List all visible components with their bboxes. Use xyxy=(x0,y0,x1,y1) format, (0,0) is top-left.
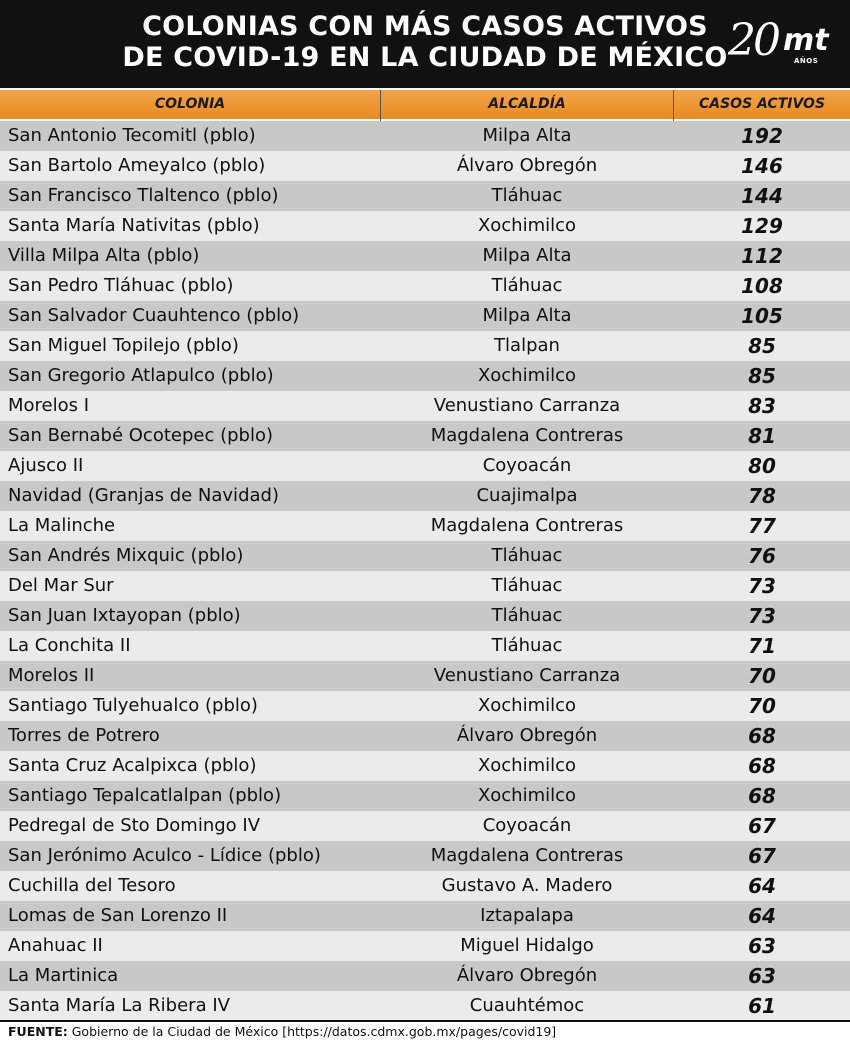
casos-cell: 67 xyxy=(748,814,776,838)
alcaldia-cell: Xochimilco xyxy=(477,215,577,236)
column-header-alcaldia: ALCALDÍA xyxy=(488,96,566,112)
colonia-cell: San Salvador Cuauhtenco (pblo) xyxy=(8,305,300,326)
casos-cell: 83 xyxy=(748,394,776,418)
casos-cell: 63 xyxy=(748,934,776,958)
colonia-cell: Santa Cruz Acalpixca (pblo) xyxy=(8,755,257,776)
casos-cell: 61 xyxy=(748,994,776,1018)
alcaldia-cell: Cuauhtémoc xyxy=(469,995,585,1016)
alcaldia-cell: Tláhuac xyxy=(491,545,563,566)
table-row xyxy=(0,481,850,511)
table-row xyxy=(0,751,850,781)
casos-cell: 63 xyxy=(748,964,776,988)
table-row xyxy=(0,781,850,811)
alcaldia-cell: Iztapalapa xyxy=(480,905,574,926)
title-line-1: COLONIAS CON MÁS CASOS ACTIVOS xyxy=(142,11,708,42)
casos-cell: 78 xyxy=(748,484,776,508)
casos-cell: 146 xyxy=(741,154,783,178)
table-row xyxy=(0,121,850,151)
colonia-cell: San Juan Ixtayopan (pblo) xyxy=(8,605,241,626)
source-footer xyxy=(8,1024,556,1040)
casos-cell: 77 xyxy=(748,514,776,538)
alcaldia-cell: Álvaro Obregón xyxy=(456,725,598,746)
casos-cell: 73 xyxy=(748,604,776,628)
colonia-cell: San Gregorio Atlapulco (pblo) xyxy=(8,365,274,386)
colonia-cell: Santa María Nativitas (pblo) xyxy=(8,215,260,236)
casos-cell: 64 xyxy=(748,904,776,928)
table-row xyxy=(0,961,850,991)
table-row xyxy=(0,811,850,841)
logo-subtitle: AÑOS xyxy=(794,57,819,65)
table-row xyxy=(0,301,850,331)
chart-title xyxy=(0,11,850,73)
alcaldia-cell: Magdalena Contreras xyxy=(430,515,624,536)
casos-cell: 85 xyxy=(748,334,776,358)
footer-divider xyxy=(0,1020,850,1022)
casos-cell: 105 xyxy=(741,304,783,328)
table-row xyxy=(0,901,850,931)
logo-brand: mt xyxy=(783,23,829,58)
table-row xyxy=(0,931,850,961)
alcaldia-cell: Xochimilco xyxy=(477,695,577,716)
table-row xyxy=(0,421,850,451)
casos-cell: 70 xyxy=(748,694,776,718)
alcaldia-cell: Xochimilco xyxy=(477,365,577,386)
casos-cell: 71 xyxy=(748,634,776,658)
casos-cell: 68 xyxy=(748,754,776,778)
colonia-cell: Morelos II xyxy=(8,665,95,686)
colonia-cell: San Bartolo Ameyalco (pblo) xyxy=(8,155,266,176)
table-body xyxy=(0,121,850,1021)
colonia-cell: Villa Milpa Alta (pblo) xyxy=(8,245,200,266)
column-header-casos: CASOS ACTIVOS xyxy=(698,96,826,112)
colonia-cell: La Conchita II xyxy=(8,635,131,656)
colonia-cell: Torres de Potrero xyxy=(8,725,160,746)
table-row xyxy=(0,511,850,541)
table-row xyxy=(0,211,850,241)
casos-cell: 112 xyxy=(741,244,783,268)
colonia-cell: Cuchilla del Tesoro xyxy=(8,875,176,896)
table-row xyxy=(0,571,850,601)
table-row xyxy=(0,691,850,721)
casos-cell: 64 xyxy=(748,874,776,898)
colonia-cell: La Martinica xyxy=(8,965,119,986)
colonia-cell: Santiago Tepalcatlalpan (pblo) xyxy=(8,785,282,806)
colonia-cell: Santiago Tulyehualco (pblo) xyxy=(8,695,258,716)
table-row xyxy=(0,391,850,421)
casos-cell: 144 xyxy=(741,184,783,208)
table-row xyxy=(0,181,850,211)
alcaldia-cell: Tláhuac xyxy=(491,635,563,656)
casos-cell: 67 xyxy=(748,844,776,868)
title-line-2: DE COVID-19 EN LA CIUDAD DE MÉXICO xyxy=(122,42,728,73)
alcaldia-cell: Álvaro Obregón xyxy=(456,965,598,986)
alcaldia-cell: Tláhuac xyxy=(491,605,563,626)
colonia-cell: Navidad (Granjas de Navidad) xyxy=(8,485,279,506)
table-row xyxy=(0,151,850,181)
table-header xyxy=(0,90,850,119)
alcaldia-cell: Milpa Alta xyxy=(482,305,572,326)
alcaldia-cell: Coyoacán xyxy=(482,455,572,476)
alcaldia-cell: Milpa Alta xyxy=(482,245,572,266)
table-row xyxy=(0,721,850,751)
brand-logo xyxy=(728,16,828,72)
logo-number: 20 xyxy=(728,15,778,66)
colonia-cell: San Francisco Tlaltenco (pblo) xyxy=(8,185,279,206)
table-row xyxy=(0,661,850,691)
colonia-cell: San Miguel Topilejo (pblo) xyxy=(8,335,239,356)
alcaldia-cell: Tlalpan xyxy=(494,335,560,356)
casos-cell: 80 xyxy=(748,454,776,478)
colonia-cell: Del Mar Sur xyxy=(8,575,114,596)
casos-cell: 73 xyxy=(748,574,776,598)
alcaldia-cell: Milpa Alta xyxy=(482,125,572,146)
casos-cell: 108 xyxy=(741,274,783,298)
colonia-cell: Pedregal de Sto Domingo IV xyxy=(8,815,261,836)
colonia-cell: Anahuac II xyxy=(8,935,103,956)
table-row xyxy=(0,871,850,901)
colonia-cell: San Pedro Tláhuac (pblo) xyxy=(8,275,234,296)
alcaldia-cell: Miguel Hidalgo xyxy=(460,935,594,956)
colonia-cell: San Andrés Mixquic (pblo) xyxy=(8,545,244,566)
alcaldia-cell: Cuajimalpa xyxy=(476,485,578,506)
alcaldia-cell: Magdalena Contreras xyxy=(430,845,624,866)
table-row xyxy=(0,331,850,361)
table-row xyxy=(0,991,850,1021)
header-bar xyxy=(0,0,850,88)
casos-cell: 81 xyxy=(748,424,776,448)
casos-cell: 68 xyxy=(748,724,776,748)
colonia-cell: Santa María La Ribera IV xyxy=(8,995,230,1016)
alcaldia-cell: Xochimilco xyxy=(477,785,577,806)
table-row xyxy=(0,541,850,571)
alcaldia-cell: Gustavo A. Madero xyxy=(441,875,613,896)
alcaldia-cell: Tláhuac xyxy=(491,185,563,206)
table-row xyxy=(0,631,850,661)
alcaldia-cell: Venustiano Carranza xyxy=(433,665,621,686)
colonia-cell: San Bernabé Ocotepec (pblo) xyxy=(8,425,273,446)
alcaldia-cell: Venustiano Carranza xyxy=(433,395,621,416)
casos-cell: 70 xyxy=(748,664,776,688)
table-row xyxy=(0,271,850,301)
footer-text: Gobierno de la Ciudad de México [https://datos.cdmx.gob.mx/pages/covid19] xyxy=(71,1024,557,1039)
colonia-cell: La Malinche xyxy=(8,515,116,536)
alcaldia-cell: Xochimilco xyxy=(477,755,577,776)
table-row xyxy=(0,451,850,481)
alcaldia-cell: Magdalena Contreras xyxy=(430,425,624,446)
alcaldia-cell: Tláhuac xyxy=(491,575,563,596)
casos-cell: 68 xyxy=(748,784,776,808)
casos-cell: 192 xyxy=(741,124,783,148)
table-row xyxy=(0,361,850,391)
alcaldia-cell: Álvaro Obregón xyxy=(456,155,598,176)
table-row xyxy=(0,601,850,631)
footer-label: FUENTE: xyxy=(8,1024,68,1039)
colonia-cell: Morelos I xyxy=(8,395,90,416)
casos-cell: 85 xyxy=(748,364,776,388)
colonia-cell: Lomas de San Lorenzo II xyxy=(8,905,228,926)
casos-cell: 76 xyxy=(748,544,776,568)
casos-cell: 129 xyxy=(741,214,783,238)
table-row xyxy=(0,841,850,871)
alcaldia-cell: Coyoacán xyxy=(482,815,572,836)
colonia-cell: San Jerónimo Aculco - Lídice (pblo) xyxy=(8,845,321,866)
colonia-cell: San Antonio Tecomitl (pblo) xyxy=(8,125,256,146)
column-header-colonia: COLONIA xyxy=(154,96,226,112)
table-row xyxy=(0,241,850,271)
alcaldia-cell: Tláhuac xyxy=(491,275,563,296)
colonia-cell: Ajusco II xyxy=(8,455,84,476)
